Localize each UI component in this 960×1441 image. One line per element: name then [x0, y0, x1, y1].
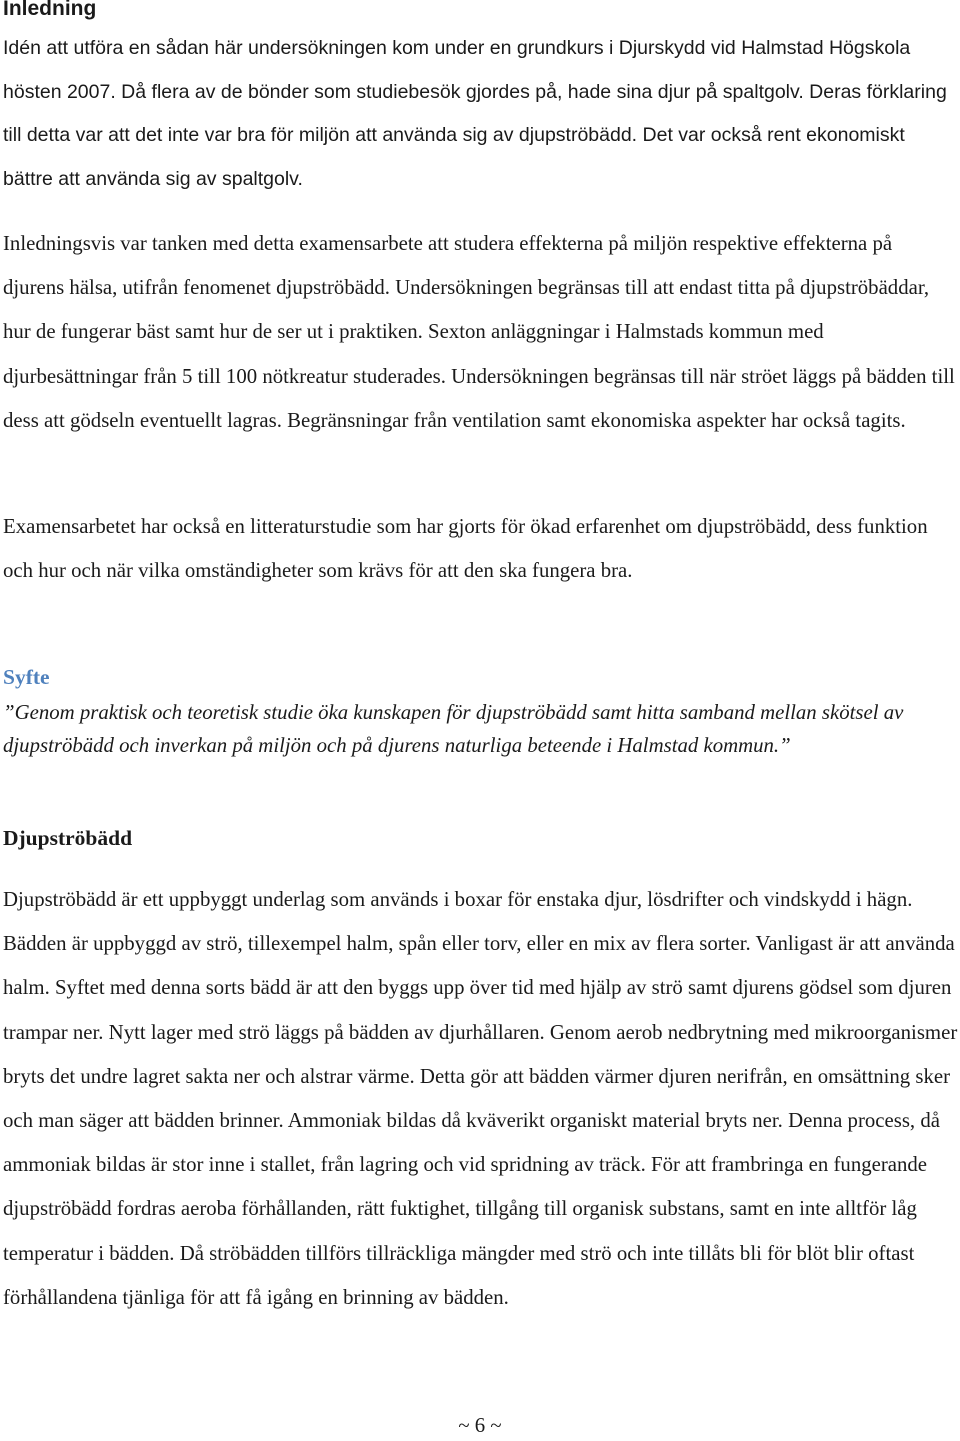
heading-syfte: Syfte	[3, 665, 50, 689]
heading-djupstrobadd: Djupströbädd	[3, 826, 133, 850]
syfte-quote: ”Genom praktisk och teoretisk studie öka kunskapen för djupströbädd samt hitta samband mellan skötsel av djupströbädd och inverkan på miljön och på djurens naturliga beteende i Halmstad kommun.”	[3, 701, 904, 757]
paragraph-scope: Inledningsvis var tanken med detta examensarbete att studera effekterna på miljön respektive effekterna på djurens hälsa, utifrån fenomenet djupströbädd. Undersökningen begränsas till att endast titta på djupströbäddar, hur de fungerar bäst samt hur de ser ut i praktiken. Sexton anläggningar i Halmstads kommun med djurbesättningar från 5 till 100 nötkreatur studerades. Undersökningen begränsas till när ströet läggs på bädden till dess att gödseln eventuellt lagras. Begränsningar från ventilation samt ekonomiska aspekter har också tagits.	[3, 232, 955, 432]
page-number: ~ 6 ~	[458, 1414, 502, 1437]
paragraph-literature: Examensarbetet har också en litteraturstudie som har gjorts för ökad erfarenhet om djupströbädd, dess funktion och hur och när vilka omständigheter som krävs för att den ska fungera bra.	[3, 515, 928, 583]
paragraph-intro: Idén att utföra en sådan här undersökningen kom under en grundkurs i Djurskydd vid Halmstad Högskola hösten 2007. Då flera av de bönder som studiebesök gjordes på, hade sina djur på spaltgolv. Deras förklaring till detta var att det inte var bra för miljön att använda sig av djupströbädd. Det var också rent ekonomiskt bättre att använda sig av spaltgolv.	[3, 37, 947, 190]
paragraph-djupstrobadd: Djupströbädd är ett uppbyggt underlag som används i boxar för enstaka djur, lösdrifter och vindskydd i hägn. Bädden är uppbyggd av strö, tillexempel halm, spån eller torv, eller en mix av flera sorter. Vanligast är att använda halm. Syftet med denna sorts bädd är att den byggs upp över tid med hjälp av strö samt djurens gödsel som djuren trampar ner. Nytt lager med strö läggs på bädden av djurhållaren. Genom aerob nedbrytning med mikroorganismer bryts det undre lagret sakta ner och alstrar värme. Detta gör att bädden värmer djuren nerifrån, en omsättning sker och man säger att bädden brinner. Ammoniak bildas då kväverikt organiskt material bryts ner. Denna process, då ammoniak bildas är stor inne i stallet, från lagring och vid spridning av träck. För att frambringa en fungerande djupströbädd fordras aeroba förhållanden, rätt fuktighet, tillgång till organisk substans, samt en inte alltför låg temperatur i bädden. Då ströbädden tillförs tillräckliga mängder med strö och inte tillåts bli för blöt blir oftast förhållandena tjänliga för att få igång en brinning av bädden.	[3, 888, 958, 1309]
heading-inledning: Inledning	[3, 0, 97, 20]
